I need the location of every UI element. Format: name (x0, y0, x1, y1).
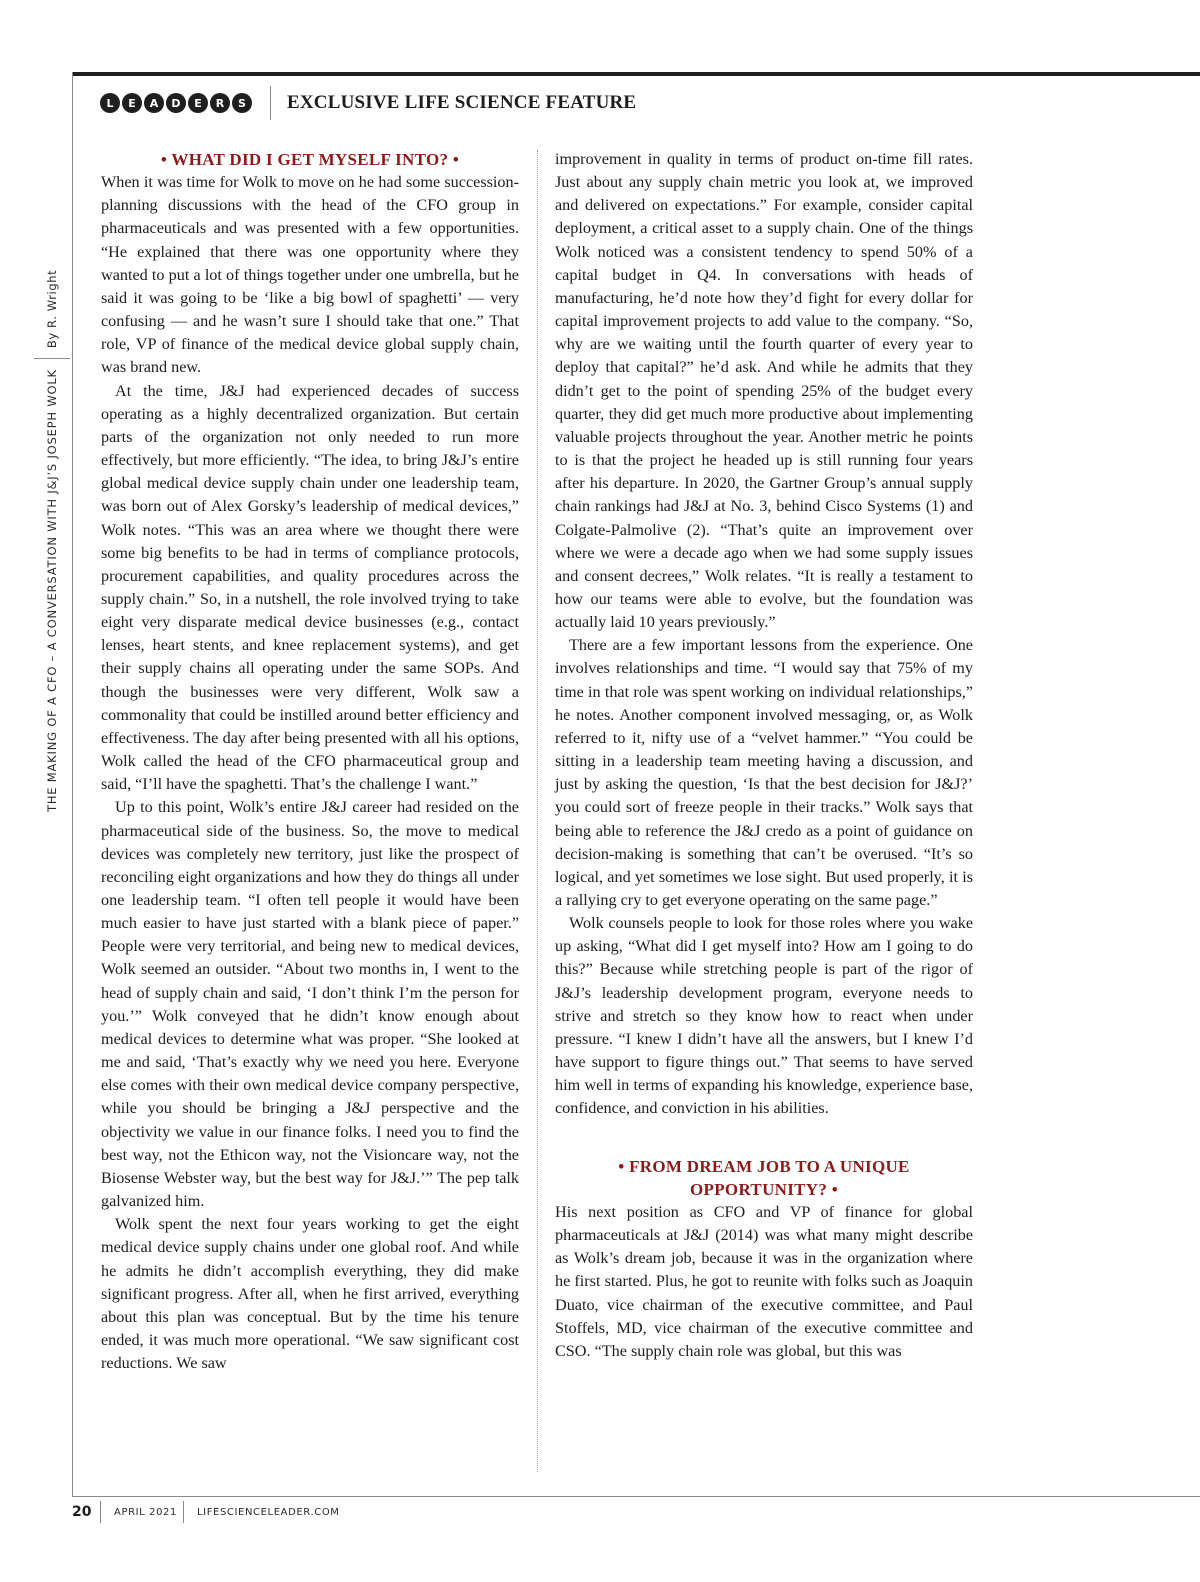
footer-divider (100, 1501, 101, 1523)
subhead-what-did-i-get-myself-into: • WHAT DID I GET MYSELF INTO? • (160, 150, 460, 169)
section-title: EXCLUSIVE LIFE SCIENCE FEATURE (287, 92, 637, 113)
running-head-divider (34, 358, 70, 359)
website: LIFESCIENCELEADER.COM (196, 1506, 340, 1518)
paragraph: There are a few important lessons from the experience. One involves relationships and time. “I would say that 75% of my time in that role was spent working on individual relationships,” he notes. Another component involved messaging, or, as Wolk referred to it, nifty use of a “velvet hammer.” “You could be sitting in a leadership team meeting having a discussion, and just by asking the question, ‘Is that the best decision for J&J?’ you could sort of freeze people in their tracks.” Wolk says that being able to reference the J&J credo as a point of guidance on decision-making is something that can’t be overused. “It’s so logical, and yet sometimes we lose sight. But used properly, it is a rallying cry to get everyone operating on the same page.” (555, 636, 973, 909)
paragraph: His next position as CFO and VP of finance for global pharmaceuticals at J&J (2014) was what many might describe as Wolk’s dream job, because it was in the organization where he first started. Plus, he got to reunite with folks such as Joaquin Duato, vice chairman of the executive committee, and Paul Stoffels, MD, vice chairman of the executive committee and CSO. “The supply chain role was global, but this was (555, 1202, 973, 1360)
page-footer (72, 1500, 340, 1524)
byline: By R. Wright (45, 269, 59, 349)
paragraph: When it was time for Wolk to move on he had some succession-planning discussions with the head of the CFO group in pharmaceuticals and was presented with a few opportunities. “He explained that there was one opportunity where they wanted to put a lot of things together under one umbrella, but he said it was going to be ‘like a big bowl of spaghetti’ — very confusing — and he wasn’t sure I should take that one.” That role, VP of finance of the medical device global supply chain, was brand new. (101, 173, 519, 377)
logo-letter: L (100, 93, 120, 113)
vertical-running-head (34, 267, 70, 812)
footer-divider (183, 1501, 184, 1523)
column-divider (537, 150, 538, 1472)
paragraph: At the time, J&J had experienced decades of success operating as a highly decentralized organization. But certain parts of the organization not only needed to run more effectively, but more efficiently. “The idea, to bring J&J’s entire global medical device supply chain under one leadership team, was born out of Alex Gorsky’s leadership of medical devices,” Wolk notes. “This was an area where we thought there were some big benefits to be had in terms of compliance protocols, procurement capabilities, and quality procedures across the supply chain.” So, in a nutshell, the role involved trying to take eight very disparate medical device businesses (e.g., contact lenses, heart stents, and knee replacement systems), and get their supply chains all operating under the same SOPs. And though the businesses were very different, Wolk saw a commonality that could be instilled around better efficiency and effectiveness. The day after being presented with all his options, Wolk called the head of the CFO pharmaceutical group and said, “I’ll have the spaghetti. That’s the challenge I want.” (101, 381, 519, 794)
logo-letter: E (122, 93, 142, 113)
paragraph: Up to this point, Wolk’s entire J&J career had resided on the pharmaceutical side of the business. So, the move to medical devices was completely new territory, just like the prospect of reconciling eight organizations and how they do things all under one leadership team. “I often tell people it would have been much easier to have just started with a blank piece of paper.” People were very territorial, and being new to medical devices, Wolk seemed an outsider. “About two months in, I went to the head of supply chain and said, ‘I don’t think I’m the person for you.’” Wolk conveyed that he didn’t know enough about medical devices to determine what was proper. “She looked at me and said, ‘That’s exactly why we need you here. Everyone else comes with their own medical device company perspective, while you should be bringing a J&J perspective and the objectivity we value in our finance folks. I need you to find the best way, not the Ethicon way, not the Visioncare way, not the Biosense Webster way, but the best way for J&J.’” The pep talk galvanized him. (101, 798, 519, 1211)
leaders-logo (100, 93, 252, 113)
bottom-rule (72, 1496, 1200, 1497)
page-number: 20 (72, 1504, 92, 1520)
article-title: THE MAKING OF A CFO – A CONVERSATION WITH J&J’S JOSEPH WOLK (45, 369, 59, 812)
header-divider (270, 86, 271, 120)
column-right (555, 148, 973, 1363)
logo-letter: A (144, 93, 164, 113)
paragraph: Wolk counsels people to look for those roles where you wake up asking, “What did I get myself into? How am I going to do this?” Because while stretching people is part of the rigor of J&J’s leadership development program, everyone needs to strive and stretch so they know how to react when under pressure. “I knew I didn’t have all the answers, but I knew I’d have support to figure things out.” That seems to have served him well in terms of expanding his knowledge, experience base, confidence, and conviction in his abilities. (555, 914, 973, 1118)
subhead-from-dream-job: • FROM DREAM JOB TO A UNIQUE OPPORTUNITY? • (618, 1156, 910, 1199)
logo-letter: D (166, 93, 186, 113)
issue-date: APRIL 2021 (114, 1506, 177, 1518)
logo-letter: R (210, 93, 230, 113)
left-margin-rule (72, 72, 73, 1497)
paragraph: improvement in quality in terms of product on-time fill rates. Just about any supply chain metric you look at, we improved and delivered on expectations.” For example, consider capital deployment, a critical asset to a supply chain. One of the things Wolk noticed was a consistent tendency to spend 50% of a capital budget in Q4. In conversations with heads of manufacturing, he’d note how they’d fight for every dollar for capital improvement projects to add value to the company. “So, why are we waiting until the fourth quarter of every year to deploy that capital?” he’d ask. And while he admits that they didn’t get to the point of spending 25% of the budget every quarter, they did get much more productive about implementing valuable projects throughout the year. Another metric he points to is that the project he headed up is still running four years after his departure. In 2020, the Gartner Group’s annual supply chain rankings had J&J at No. 3, behind Cisco Systems (1) and Colgate-Palmolive (2). “That’s quite an improvement over where we were a decade ago when we had some supply issues and consent decrees,” Wolk relates. “It is really a testament to how our teams were able to evolve, but the foundation was actually laid 10 years previously.” (555, 150, 973, 632)
top-rule (72, 72, 1200, 76)
page-header (100, 88, 636, 118)
logo-letter: E (188, 93, 208, 113)
logo-letter: S (232, 93, 252, 113)
column-left (101, 148, 519, 1375)
paragraph: Wolk spent the next four years working to get the eight medical device supply chains under one global roof. And while he admits he didn’t accomplish everything, they did make significant progress. After all, when he first arrived, everything about this plan was conceptual. But by the time his tenure ended, it was much more operational. “We saw significant cost reductions. We saw (101, 1215, 519, 1373)
